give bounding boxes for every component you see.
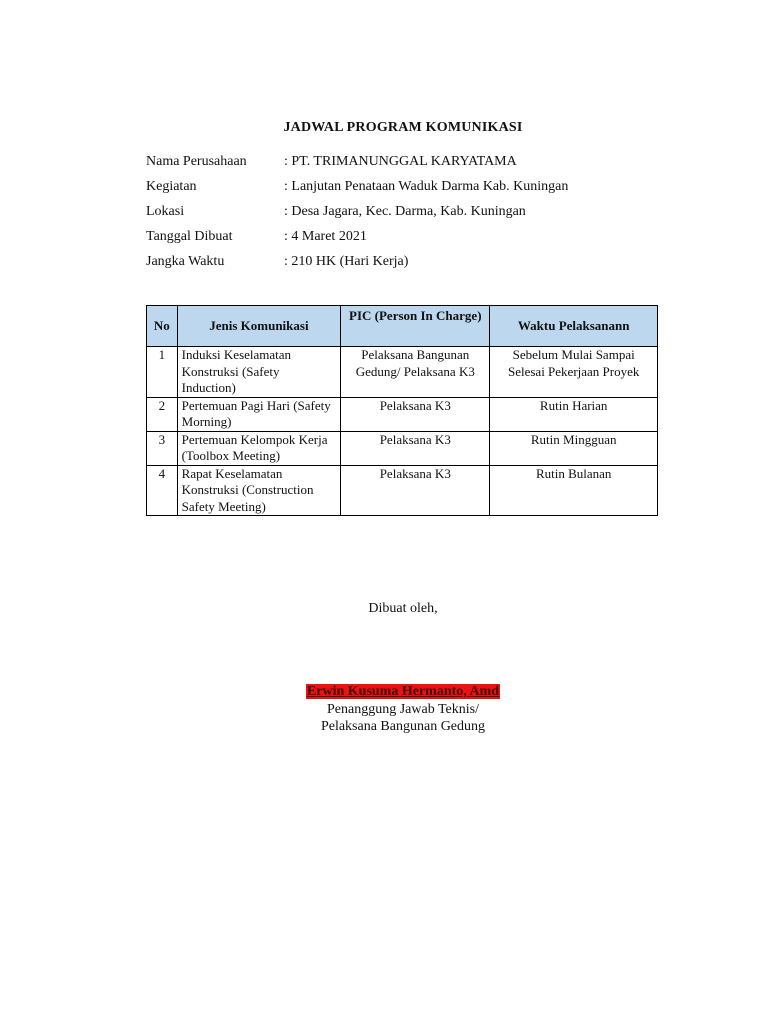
header-jenis-komunikasi: Jenis Komunikasi <box>177 306 341 347</box>
info-label: Kegiatan <box>146 179 197 194</box>
document-title: JADWAL PROGRAM KOMUNIKASI <box>283 120 523 135</box>
info-block <box>146 153 568 278</box>
info-label: Nama Perusahaan <box>146 154 247 169</box>
info-row-location <box>146 203 568 228</box>
info-row-company <box>146 153 568 178</box>
signer-name <box>0 684 768 700</box>
cell-no: 4 <box>147 465 178 516</box>
info-label: Lokasi <box>146 204 185 219</box>
cell-no: 3 <box>147 431 178 465</box>
signer-name-text: Erwin Kusuma Hermanto, Amd <box>306 684 500 699</box>
cell-jenis: Induksi Keselamatan Konstruksi (Safety Induction) <box>177 347 341 398</box>
cell-waktu: Rutin Bulanan <box>490 465 658 516</box>
table-row <box>147 465 658 516</box>
cell-no: 2 <box>147 397 178 431</box>
cell-pic: Pelaksana K3 <box>341 465 490 516</box>
header-waktu-pelaksanaan: Waktu Pelaksanann <box>490 306 658 347</box>
info-value: : 210 HK (Hari Kerja) <box>284 254 409 269</box>
info-value: : 4 Maret 2021 <box>284 229 367 244</box>
cell-jenis: Rapat Keselamatan Konstruksi (Construction Safety Meeting) <box>177 465 341 516</box>
info-value: : PT. TRIMANUNGGAL KARYATAMA <box>284 154 517 169</box>
table-row <box>147 397 658 431</box>
header-no: No <box>147 306 178 347</box>
cell-waktu: Rutin Harian <box>490 397 658 431</box>
cell-pic: Pelaksana K3 <box>341 397 490 431</box>
signer-role-line1: Penanggung Jawab Teknis/ <box>327 702 479 717</box>
info-row-duration <box>146 253 568 278</box>
info-value: : Desa Jagara, Kec. Darma, Kab. Kuningan <box>284 204 526 219</box>
info-value: : Lanjutan Penataan Waduk Darma Kab. Kuningan <box>284 179 569 194</box>
table-row <box>147 431 658 465</box>
cell-waktu: Rutin Mingguan <box>490 431 658 465</box>
table-header-row <box>147 306 658 347</box>
header-pic: PIC (Person In Charge) <box>341 306 490 347</box>
cell-pic: Pelaksana Bangunan Gedung/ Pelaksana K3 <box>341 347 490 398</box>
cell-waktu: Sebelum Mulai Sampai Selesai Pekerjaan Proyek <box>490 347 658 398</box>
created-by-label: Dibuat oleh, <box>368 601 438 616</box>
cell-jenis: Pertemuan Kelompok Kerja (Toolbox Meeting) <box>177 431 341 465</box>
communication-schedule-table <box>146 305 658 516</box>
info-label: Jangka Waktu <box>146 254 225 269</box>
info-row-date <box>146 228 568 253</box>
info-row-activity <box>146 178 568 203</box>
cell-jenis: Pertemuan Pagi Hari (Safety Morning) <box>177 397 341 431</box>
cell-pic: Pelaksana K3 <box>341 431 490 465</box>
cell-no: 1 <box>147 347 178 398</box>
info-label: Tanggal Dibuat <box>146 229 233 244</box>
signer-role-line2: Pelaksana Bangunan Gedung <box>320 719 486 734</box>
table-row <box>147 347 658 398</box>
